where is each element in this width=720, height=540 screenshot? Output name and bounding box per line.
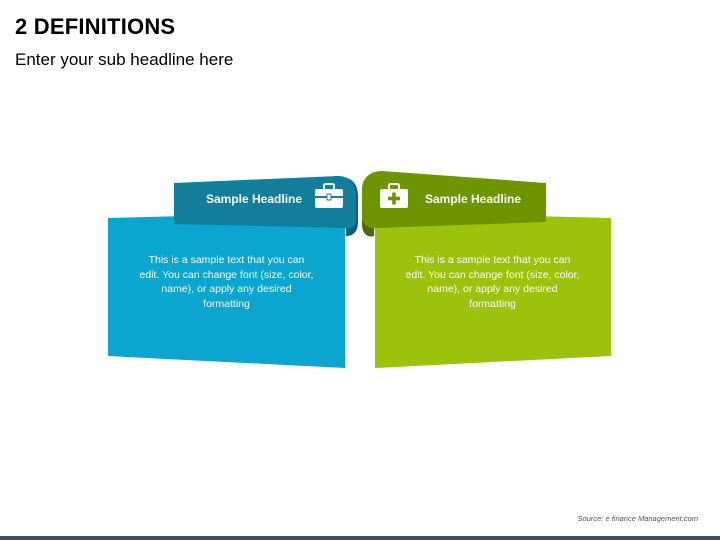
source-note: Source: e finance Management.com bbox=[577, 514, 698, 523]
definition-2-headline: Sample Headline bbox=[425, 192, 522, 206]
briefcase-icon bbox=[314, 183, 344, 209]
slide-title: 2 DEFINITIONS bbox=[15, 14, 176, 39]
definition-1-text: This is a sample text that you can edit. You can change font (size, color, name), or apply any desired formatting bbox=[139, 254, 314, 310]
medical-kit-icon bbox=[379, 183, 409, 209]
slide-subtitle: Enter your sub headline here bbox=[15, 50, 234, 69]
definition-2-text: This is a sample text that you can edit. You can change font (size, color, name), or apply any desired formatting bbox=[405, 254, 580, 310]
bottom-bar bbox=[0, 536, 720, 540]
definition-1-headline: Sample Headline bbox=[206, 192, 303, 206]
